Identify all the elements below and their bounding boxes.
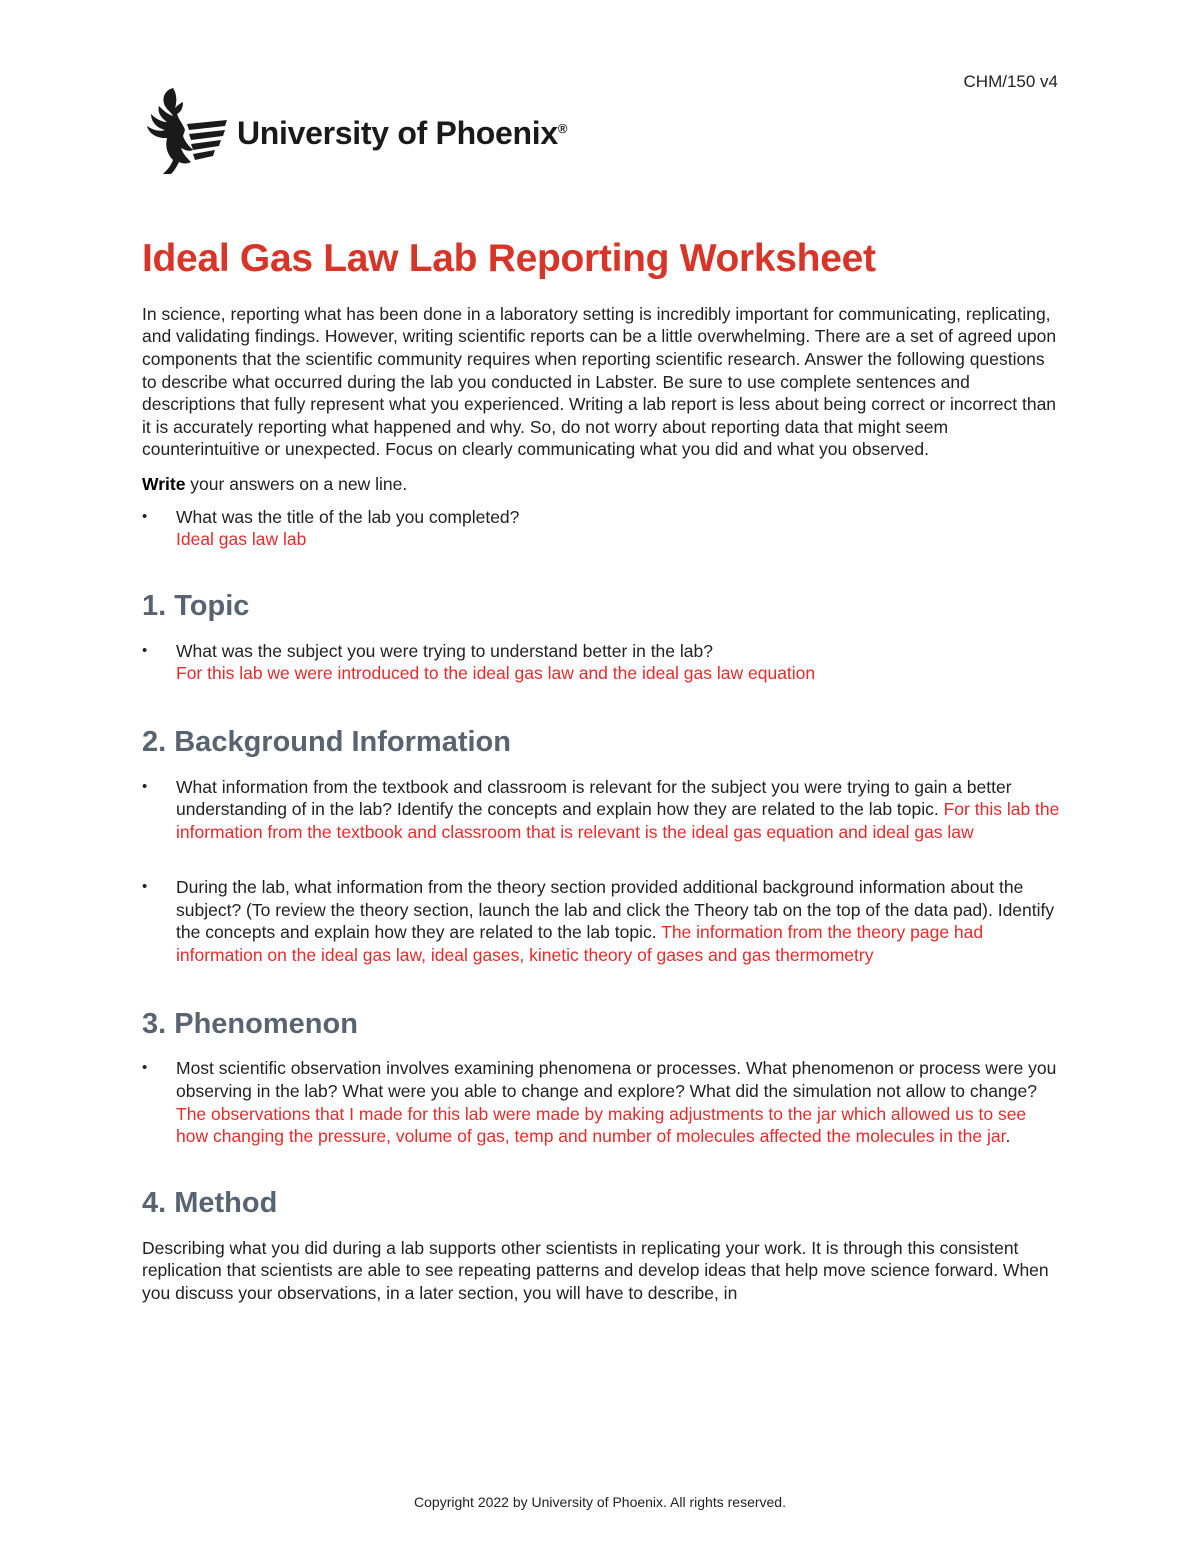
question-text: During the lab, what information from the theory section provided additional background information about the subject? (To review the theory section, launch the lab and click the Theory tab on the top of the data pad). Identify the concepts and explain how they are related to the lab topic.: [176, 877, 1055, 943]
list-item: [142, 876, 1062, 966]
copyright-footer: Copyright 2022 by University of Phoenix. All rights reserved.: [414, 1494, 786, 1510]
section-heading-background: 2. Background Information: [142, 725, 511, 758]
answer-text: For this lab we were introduced to the ideal gas law and the ideal gas law equation: [176, 663, 816, 684]
answer-text: Ideal gas law lab: [176, 529, 307, 550]
bullet-icon: •: [142, 507, 148, 525]
list-item: [142, 1057, 1062, 1147]
university-logo: [143, 84, 567, 176]
question-text: Most scientific observation involves examining phenomena or processes. What phenomenon or process were you observing in the lab? What were you able to change and explore? What did the simulation not allow to change?: [176, 1058, 1057, 1102]
list-item: [142, 776, 1062, 844]
write-instruction: Write your answers on a new line.: [142, 473, 408, 494]
title-question-list: [142, 506, 1062, 551]
phoenix-bird-icon: [143, 84, 229, 176]
list-item: [142, 506, 1062, 551]
answer-text: For this lab the information from the textbook and classroom that is relevant is the ideal gas equation and ideal gas law: [176, 799, 1060, 842]
bullet-icon: •: [142, 878, 148, 896]
main-content: [142, 236, 1062, 1316]
question-text: What was the title of the lab you completed?: [176, 506, 520, 527]
logo-wordmark: University of Phoenix®: [237, 114, 568, 151]
bullet-icon: •: [142, 777, 148, 795]
answer-text: The observations that I made for this lab were made by making adjustments to the jar which allowed us to see how changing the pressure, volume of gas, temp and number of molecules affected the molecules in the jar: [176, 1103, 1027, 1147]
page-title: Ideal Gas Law Lab Reporting Worksheet: [142, 237, 876, 280]
bullet-icon: •: [142, 641, 148, 659]
trailing-period: .: [1005, 1126, 1011, 1147]
course-code: CHM/150 v4: [963, 72, 1058, 91]
method-paragraph: Describing what you did during a lab supports other scientists in replicating your work. It is through this consistent replication that scientists are able to see repeating patterns and develop ideas that help move science forward. When you discuss your observations, in a later section, you will have to describe, in: [142, 1237, 1049, 1303]
section-heading-phenomenon: 3. Phenomenon: [142, 1007, 358, 1040]
section-heading-topic: 1. Topic: [142, 589, 250, 622]
topic-question-list: [142, 640, 1062, 685]
intro-paragraph: In science, reporting what has been done in a laboratory setting is incredibly important for communicating, replicating, and validating findings. However, writing scientific reports can be a little overwhelming. There are a set of agreed upon components that the scientific community requires when reporting scientific research. Answer the following questions to describe what occurred during the lab you conducted in Labster. Be sure to use complete sentences and descriptions that fully represent what you experienced. Writing a lab report is less about being correct or incorrect than it is accurately reporting what happened and why. So, do not worry about reporting data that might seem counterintuitive or unexpected. Focus on clearly communicating what you did and what you observed.: [142, 303, 1057, 460]
phenomenon-question-list: [142, 1057, 1062, 1147]
background-question-list: [142, 776, 1062, 967]
question-text: What was the subject you were trying to understand better in the lab?: [176, 640, 713, 661]
section-heading-method: 4. Method: [142, 1186, 278, 1219]
question-text: What information from the textbook and classroom is relevant for the subject you were trying to gain a better understanding of in the lab? Identify the concepts and explain how they are related to the lab topic.: [176, 776, 1012, 820]
answer-text: The information from the theory page had information on the ideal gas law, ideal gases, kinetic theory of gases and gas thermometry: [176, 922, 984, 966]
bullet-icon: •: [142, 1059, 148, 1077]
list-item: [142, 640, 1062, 685]
